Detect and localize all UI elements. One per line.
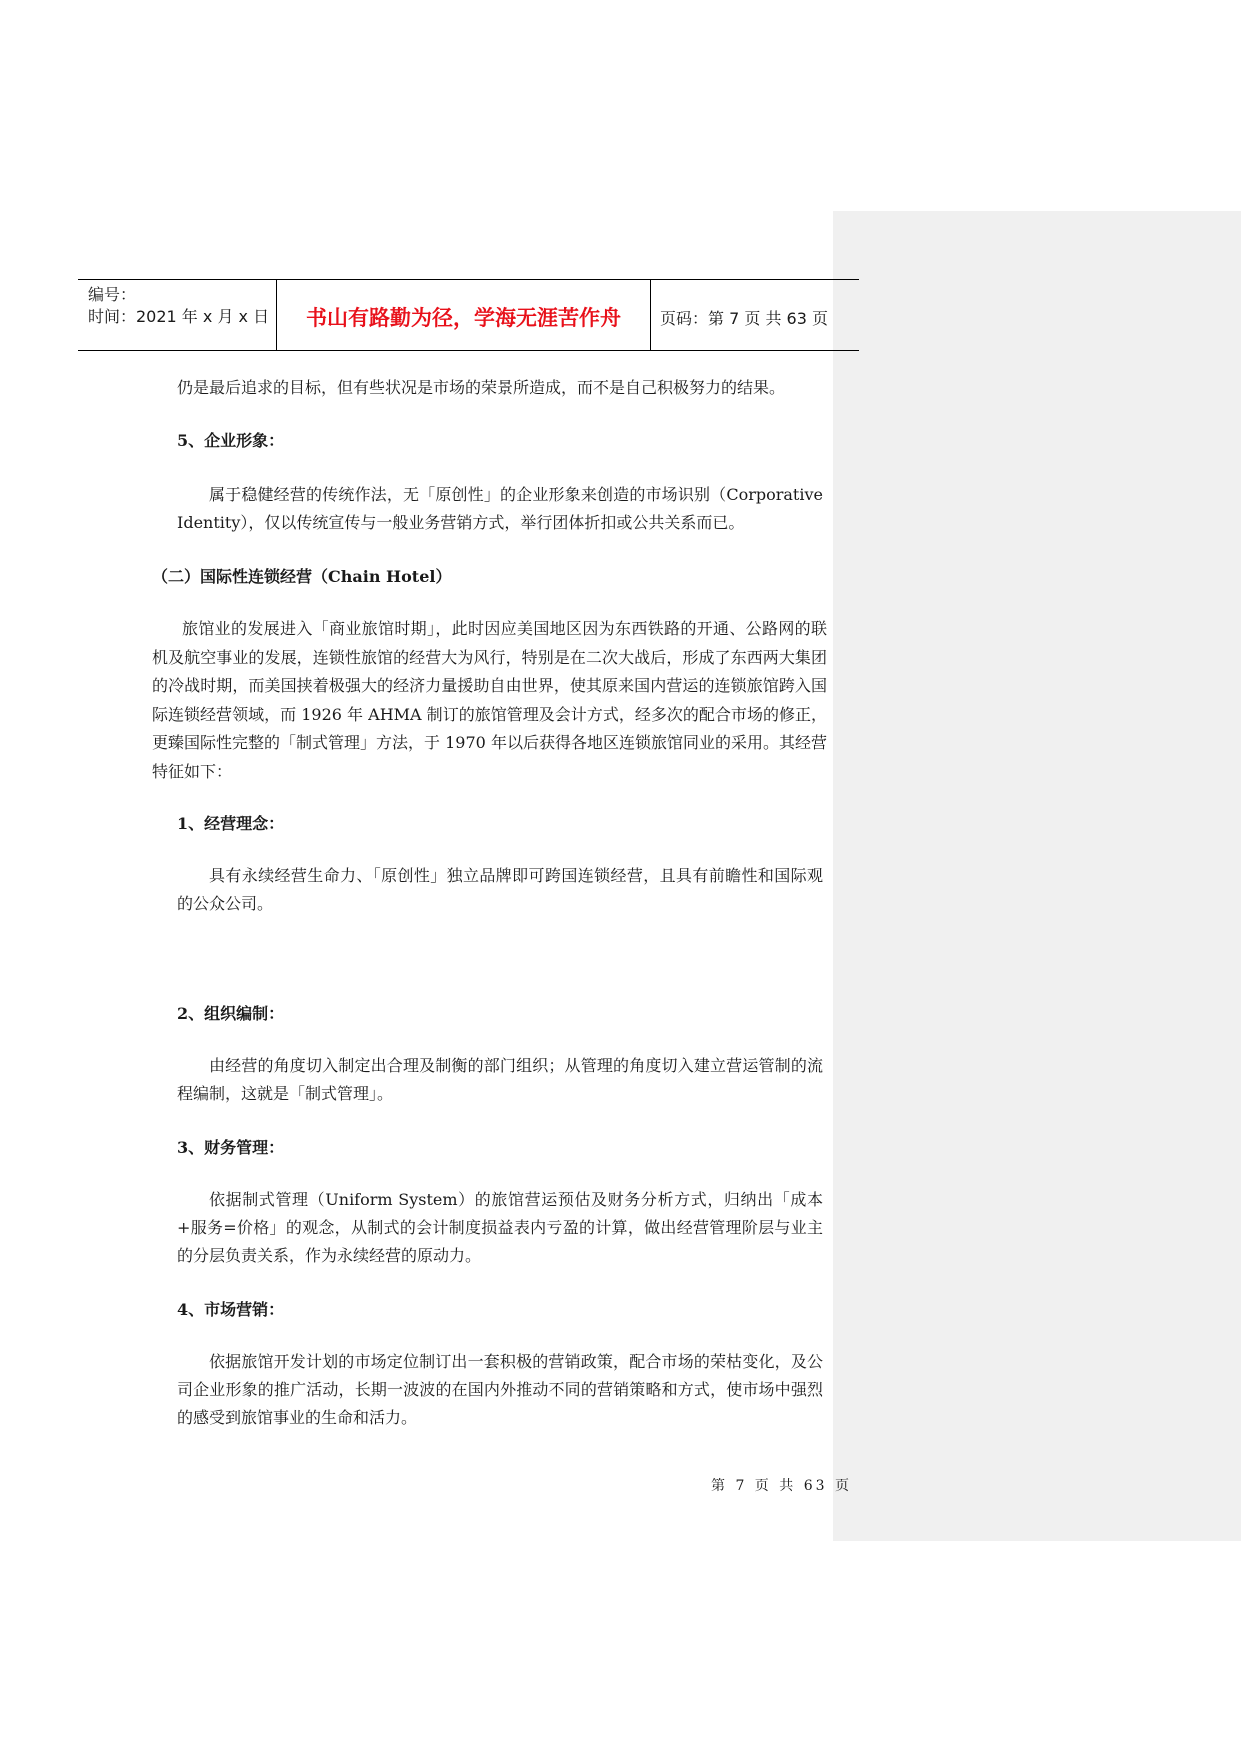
heading-corporate-image: 5、企业形象： — [177, 431, 285, 450]
comment-pane — [833, 211, 1241, 1541]
paragraph-marketing: 依据旅馆开发计划的市场定位制订出一套积极的营销政策，配合市场的荣枯变化，及公司企业形象的推广活动，长期一波波的在国内外推动不同的营销策略和方式，使市场中强烈的感受到旅馆事业的生命和活力。 — [177, 1352, 823, 1427]
page-footer: 第 7 页 共 63 页 — [711, 1478, 852, 1494]
paragraph-organization: 由经营的角度切入制定出合理及制衡的部门组织；从管理的角度切入建立营运管制的流程编制，这就是「制式管理」。 — [177, 1056, 823, 1103]
header-motto: 书山有路勤为径，学海无涯苦作舟 — [306, 306, 621, 330]
heading-organization: 2、组织编制： — [177, 1004, 285, 1023]
header-left-cell — [78, 280, 276, 350]
heading-finance: 3、财务管理： — [177, 1138, 285, 1157]
document-number-label: 编号： — [88, 285, 137, 304]
paragraph-continued: 仍是最后追求的目标，但有些状况是市场的荣景所造成，而不是自己积极努力的结果。 — [177, 378, 786, 397]
document-time-label: 时间：2021 年 x 月 x 日 — [88, 307, 270, 326]
header-page-cell — [650, 280, 859, 350]
header-table — [78, 279, 859, 351]
paragraph-chain-hotel: 旅馆业的发展进入「商业旅馆时期」，此时因应美国地区因为东西铁路的开通、公路网的联机及航空事业的发展，连锁性旅馆的经营大为风行，特别是在二次大战后，形成了东西两大集团的冷战时期，而美国挟着极强大的经济力量援助自由世界，使其原来国内营运的连锁旅馆跨入国际连锁经营领域，而 1926 年 AHMA 制订的旅馆管理及会计方式，经多次的配合市场的修正，更臻国际性完整的「制式管理」方法，于 1970 年以后获得各地区连锁旅馆同业的采用。其经营特征如下： — [152, 619, 827, 781]
paragraph-finance: 依据制式管理（Uniform System）的旅馆营运预估及财务分析方式，归纳出「成本+服务=价格」的观念，从制式的会计制度损益表内亏盈的计算，做出经营管理阶层与业主的分层负责关系，作为永续经营的原动力。 — [177, 1190, 823, 1265]
heading-business-idea: 1、经营理念： — [177, 814, 285, 833]
paragraph-business-idea: 具有永续经营生命力、「原创性」独立品牌即可跨国连锁经营，且具有前瞻性和国际观的公众公司。 — [177, 866, 823, 913]
header-motto-cell — [276, 280, 651, 350]
paragraph-corporate-image: 属于稳健经营的传统作法，无「原创性」的企业形象来创造的市场识别（Corporative Identity），仅以传统宣传与一般业务营销方式，举行团体折扣或公共关系而已。 — [177, 485, 823, 532]
heading-marketing: 4、市场营销： — [177, 1300, 285, 1319]
header-page-info: 页码：第 7 页 共 63 页 — [660, 309, 828, 328]
heading-chain-hotel: （二）国际性连锁经营（Chain Hotel） — [152, 567, 452, 586]
